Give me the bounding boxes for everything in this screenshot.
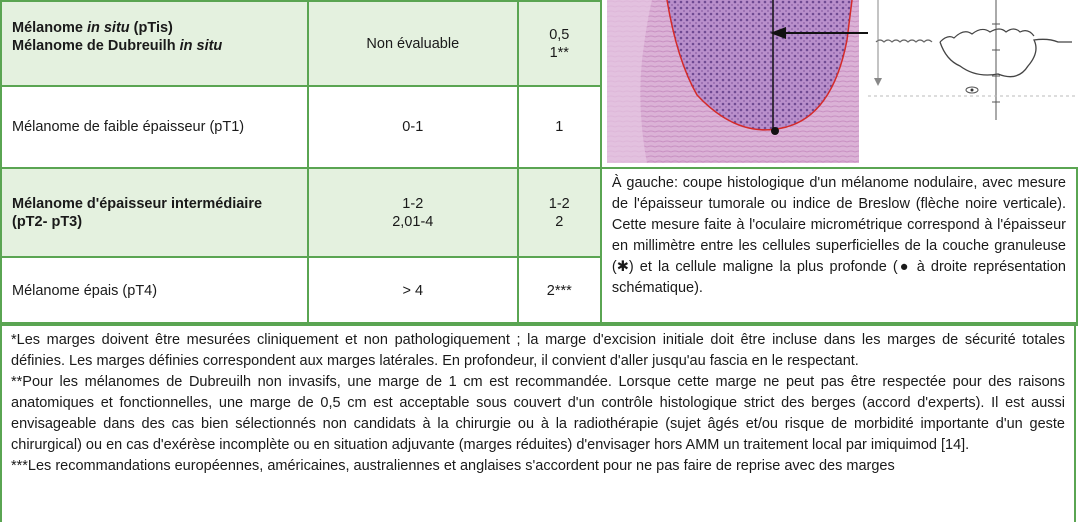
footnote: *Les marges doivent être mesurées cliniquement et non pathologiquement ; la marge d'excision initiale doit être incluse dans les marges de sécurité totales définies. Les marges définies correspondent aux marges latérales. En profondeur, il convient d'aller jusqu'au fascia en le respectant. <box>11 332 1065 369</box>
footnotes <box>0 322 1076 522</box>
margin-cell <box>518 1 601 86</box>
row-label: Mélanome épais (pT4) <box>1 257 308 325</box>
row-label: Mélanome de faible épaisseur (pT1) <box>1 86 308 168</box>
margin-value: 1-2 <box>548 195 570 212</box>
margin-value: 0,5 <box>549 26 570 43</box>
row-label-secondary: Mélanome de Dubreuilh in situ <box>12 37 223 54</box>
figure-caption: À gauche: coupe histologique d'un mélanome nodulaire, avec mesure de l'épaisseur tumorale ou indice de Breslow (flèche noire verticale). Cette mesure faite à l'oculaire micrométrique correspond à l'épaisseur en millimètre entre les cellules superficielles de la couche granuleuse (✱) et la cellule maligne la plus profonde (● à droite représentation schématique). <box>601 168 1077 325</box>
row-label-cell <box>1 1 308 86</box>
row-label: Mélanome d'épaisseur intermédiaire <box>12 195 263 212</box>
row-label-secondary: (pT2- pT3) <box>12 213 83 230</box>
thickness-cell <box>308 168 518 257</box>
schematic-drawing <box>868 0 1076 126</box>
footnote: **Pour les mélanomes de Dubreuilh non invasifs, une marge de 1 cm est recommandée. Lorsque cette marge ne peut pas être respectée pour des raisons anatomiques et fonctionnelles, une marge de 0,5 cm est acceptable sous couvert d'un contrôle histologique strict des berges (accord d'experts). Il est aussi envisageable dans des cas bien sélectionnés non candidats à la chirurgie ou à la radiothérapie (sujet âgés et/ou risque de morbidité importante d'un geste chirurgical) ou en cas d'exérèse incomplète ou en situation adjuvante (marges réduites) d'envisager hors AMM un traitement local par imiquimod [14]. <box>11 374 1065 453</box>
margin-value: 1** <box>549 44 569 61</box>
margin-cell: 1 <box>518 86 601 168</box>
thickness-cell: Non évaluable <box>308 1 518 86</box>
thickness-value: 2,01-4 <box>392 213 434 230</box>
schematic-graphic <box>868 0 1076 126</box>
margin-cell <box>518 168 601 257</box>
thickness-cell: > 4 <box>308 257 518 325</box>
table-row <box>1 168 1077 257</box>
thickness-value: 1-2 <box>402 195 424 212</box>
margin-cell: 2*** <box>518 257 601 325</box>
arrow-icon <box>770 25 868 41</box>
margin-value: 2 <box>555 213 564 230</box>
row-label: Mélanome in situ (pTis) <box>12 19 173 36</box>
row-label-cell <box>1 168 308 257</box>
thickness-cell: 0-1 <box>308 86 518 168</box>
footnote: ***Les recommandations européennes, américaines, australiennes et anglaises s'accordent pour ne pas faire de reprise avec des marges <box>11 458 895 474</box>
